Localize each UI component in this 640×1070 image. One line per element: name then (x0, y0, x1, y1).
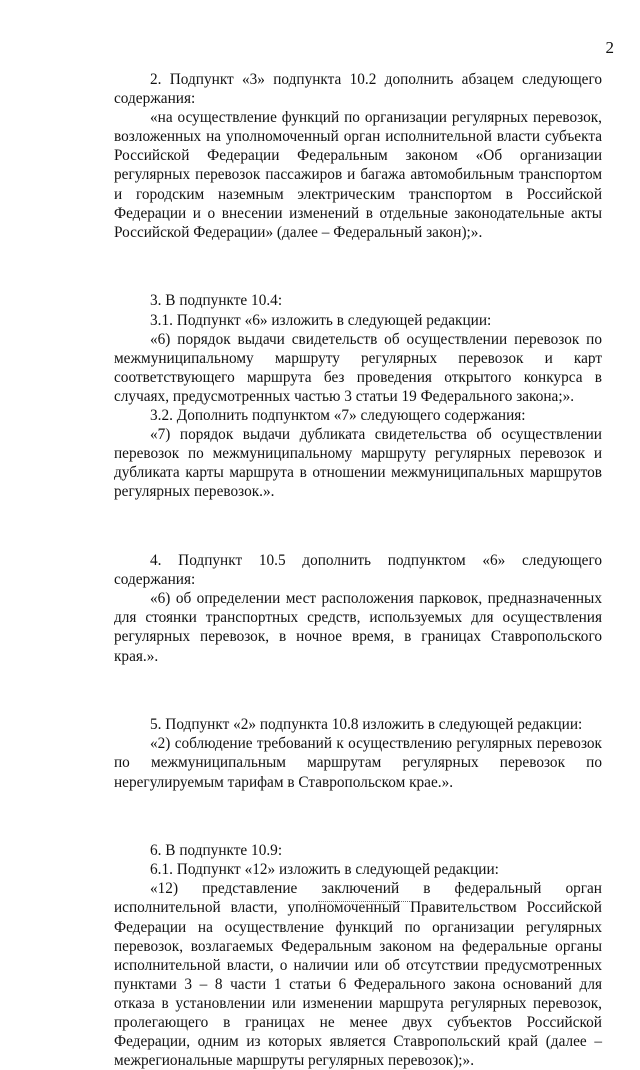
paragraph: «на осуществление функций по организации регулярных перевозок, возложенных на уполномоченный орган исполнительной власти субъекта Российской Федерации Федеральным законом «Об организации регулярных перевозок пассажиров и багажа автомобильным транспортом и городским наземным электрическим транспортом в Российской Федерации и о внесении изменений в отдельные законодательные акты Российской Федерации» (далее – Федеральный закон);». (114, 109, 602, 241)
paragraph: «2) соблюдение требований к осуществлению регулярных перевозок по межмуниципальным маршрутам регулярных перевозок по нерегулируемым тарифам в Ставропольском крае.». (114, 735, 602, 791)
document-body (114, 70, 602, 1070)
paragraph: «6) порядок выдачи свидетельств об осуществлении перевозок по межмуниципальному маршруту регулярных перевозок и карт соответствующего маршрута без проведения открытого конкурса в случаях, предусмотренных частью 3 статьи 19 Федерального закона;». (114, 330, 602, 405)
paragraph: 3.2. Дополнить подпунктом «7» следующего содержания: (150, 407, 526, 424)
paragraph: 5. Подпункт «2» подпункта 10.8 изложить в следующей редакции: (150, 716, 583, 734)
paragraph-gap (114, 681, 602, 700)
paragraph: «6) об определении мест расположения парковок, предназначенных для стоянки транспортных средств, используемых для осуществления регулярных перевозок, в ночное время, в границах Ставропольского края.». (114, 590, 602, 665)
page-number: 2 (605, 38, 614, 57)
paragraph: 6.1. Подпункт «12» изложить в следующей редакции: (150, 861, 499, 879)
paragraph: 3. В подпункте 10.4: (150, 292, 283, 310)
paragraph: 4. Подпункт 10.5 дополнить подпунктом «6» следующего содержания: (114, 552, 602, 589)
paragraph: 6. В подпункте 10.9: (150, 842, 283, 860)
paragraph: 3.1. Подпункт «6» изложить в следующей редакции: (150, 311, 492, 329)
paragraph: 2. Подпункт «3» подпункта 10.2 дополнить абзацем следующего содержания: (114, 71, 602, 108)
paragraph-gap (114, 257, 602, 276)
paragraph: «7) порядок выдачи дубликата свидетельства об осуществлении перевозок по межмуниципальному маршруту регулярных перевозок и дубликата карты маршрута в отношении межмуниципальных маршрутов регулярных перевозок.». (114, 426, 602, 501)
paragraph-gap (114, 517, 602, 536)
paragraph: «12) представление заключений в федеральный орган исполнительной власти, уполномоченный Правительством Российской Федерации на осуществление функций по организации регулярных перевозок, возлагаемых Федеральным законом на федеральные органы исполнительной власти, о наличии или об отсутствии предусмотренных пунктами 3 – 8 части 1 статьи 6 Федерального закона оснований для отказа в установлении или изменении маршрута регулярных перевозок, пролегающего в границах не менее двух субъектов Российской Федерации, одним из которых является Ставропольский край (далее – межрегиональные маршруты регулярных перевозок);». (114, 880, 602, 1070)
paragraph-gap (114, 807, 602, 826)
footer-divider (318, 901, 410, 902)
